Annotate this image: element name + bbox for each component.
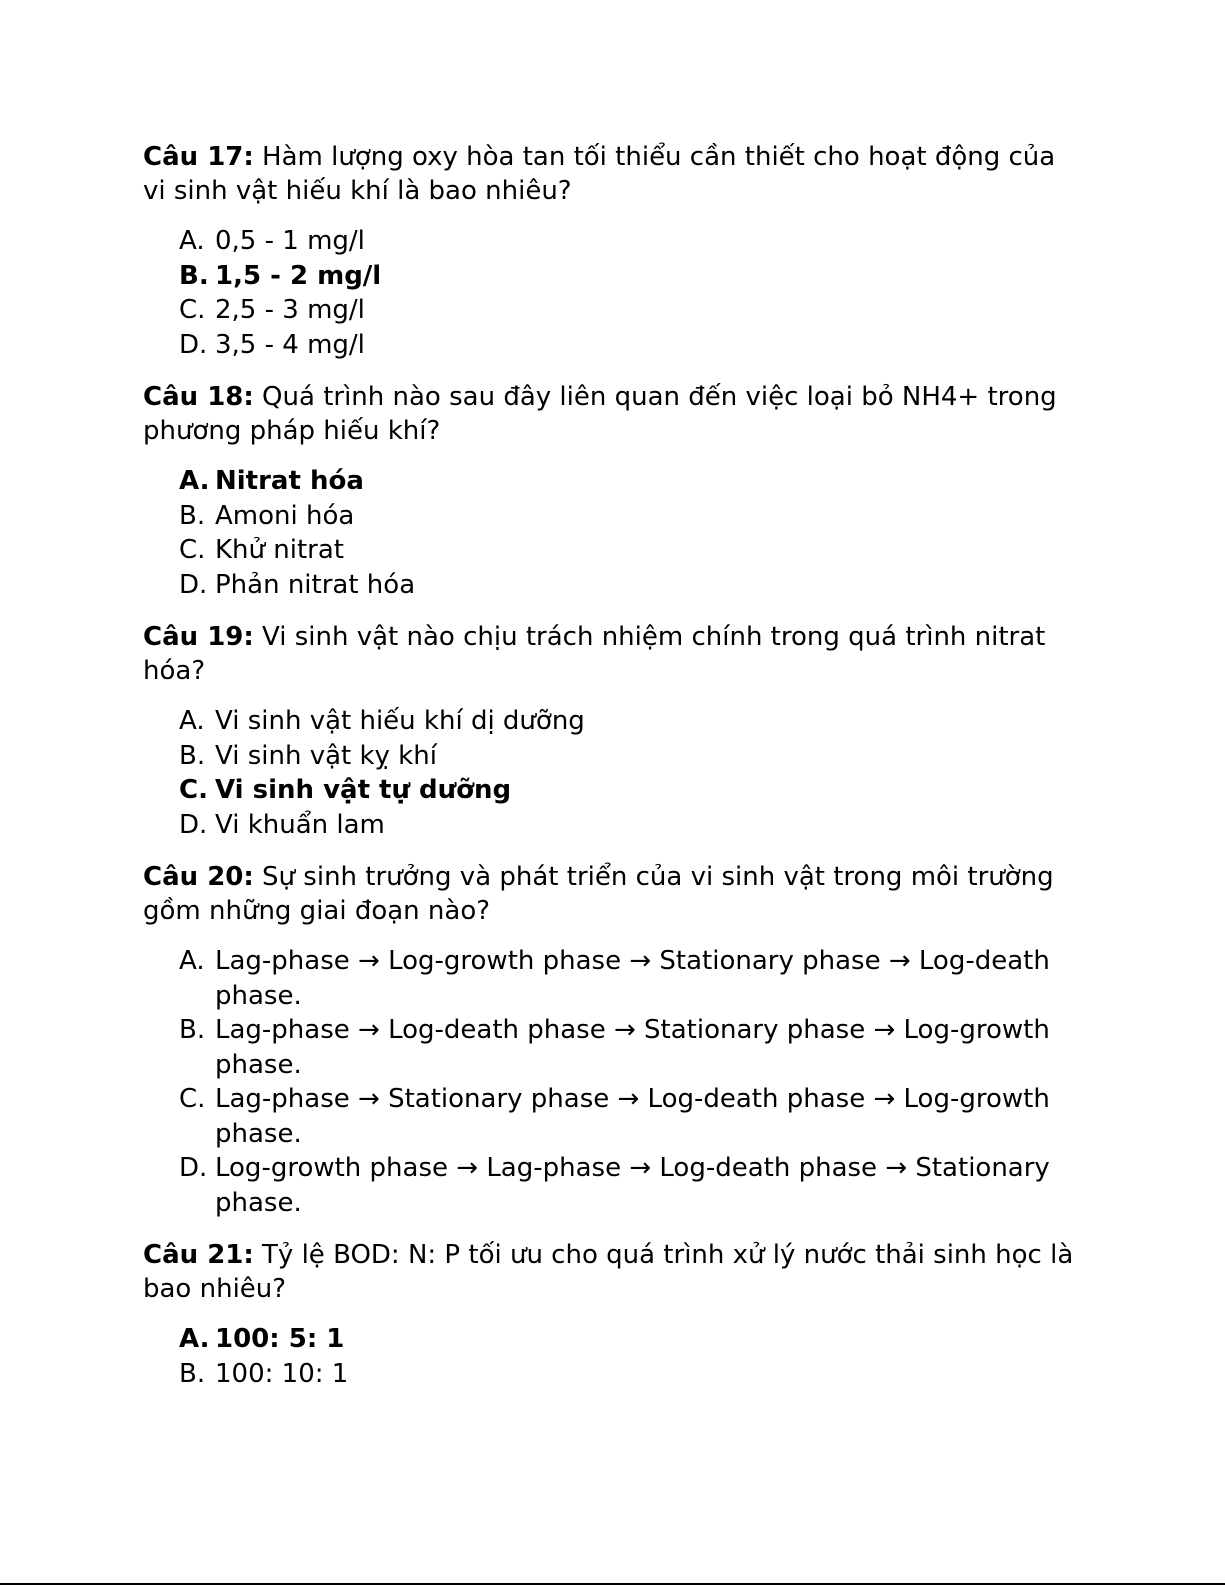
question-text bbox=[143, 620, 1083, 688]
option-text: 3,5 - 4 mg/l bbox=[215, 329, 365, 360]
answer-option-a-correct bbox=[179, 1322, 1083, 1357]
question-text bbox=[143, 380, 1083, 448]
option-letter: A. bbox=[179, 466, 210, 496]
option-text: Nitrat hóa bbox=[215, 466, 364, 496]
option-letter: A. bbox=[179, 946, 205, 976]
option-letter: A. bbox=[179, 226, 205, 256]
option-text: Lag-phase → Log-growth phase → Stationary phase → Log-death phase. bbox=[215, 946, 1050, 1011]
option-text: Khử nitrat bbox=[215, 535, 344, 565]
answer-option-d bbox=[179, 808, 1083, 843]
answer-option-b-correct bbox=[179, 259, 1083, 294]
answer-options bbox=[143, 704, 1083, 842]
answer-option-d bbox=[179, 568, 1083, 603]
answer-option-c bbox=[179, 533, 1083, 568]
option-letter: B. bbox=[179, 1358, 206, 1389]
option-text: 0,5 - 1 mg/l bbox=[215, 226, 365, 256]
option-text: Vi khuẩn lam bbox=[215, 809, 385, 840]
option-letter: D. bbox=[179, 1153, 208, 1183]
answer-option-d bbox=[179, 1151, 1083, 1220]
option-letter: A. bbox=[179, 1324, 210, 1354]
question-number: Câu 18: bbox=[143, 382, 254, 412]
question-number: Câu 21: bbox=[143, 1240, 254, 1270]
question-20 bbox=[143, 860, 1083, 1220]
option-text: 100: 5: 1 bbox=[215, 1324, 345, 1354]
question-body: Vi sinh vật nào chịu trách nhiệm chính trong quá trình nitrat hóa? bbox=[143, 622, 1046, 686]
question-body: Sự sinh trưởng và phát triển của vi sinh vật trong môi trường gồm những giai đoạn nào? bbox=[143, 862, 1054, 926]
question-21 bbox=[143, 1238, 1083, 1391]
question-17 bbox=[143, 140, 1083, 362]
answer-option-c-correct bbox=[179, 773, 1083, 808]
option-text: Phản nitrat hóa bbox=[215, 569, 416, 600]
option-letter: D. bbox=[179, 569, 208, 600]
option-letter: B. bbox=[179, 1015, 206, 1045]
question-body: Quá trình nào sau đây liên quan đến việc loại bỏ NH4+ trong phương pháp hiếu khí? bbox=[143, 382, 1057, 446]
option-text: Vi sinh vật tự dưỡng bbox=[215, 775, 512, 805]
option-letter: B. bbox=[179, 500, 206, 531]
option-text: Log-growth phase → Lag-phase → Log-death phase → Stationary phase. bbox=[215, 1153, 1050, 1218]
option-text: Vi sinh vật hiếu khí dị dưỡng bbox=[215, 706, 585, 736]
option-letter: C. bbox=[179, 1084, 206, 1114]
answer-option-a bbox=[179, 224, 1083, 259]
question-list bbox=[143, 140, 1083, 1409]
option-text: 100: 10: 1 bbox=[215, 1358, 349, 1389]
answer-option-a bbox=[179, 704, 1083, 739]
answer-option-b bbox=[179, 499, 1083, 534]
question-19 bbox=[143, 620, 1083, 842]
question-number: Câu 20: bbox=[143, 862, 254, 892]
question-body: Tỷ lệ BOD: N: P tối ưu cho quá trình xử lý nước thải sinh học là bao nhiêu? bbox=[143, 1240, 1074, 1304]
answer-option-c bbox=[179, 1082, 1083, 1151]
answer-option-c bbox=[179, 293, 1083, 328]
option-text: Lag-phase → Log-death phase → Stationary phase → Log-growth phase. bbox=[215, 1015, 1050, 1080]
option-letter: D. bbox=[179, 329, 208, 360]
option-letter: C. bbox=[179, 535, 206, 565]
answer-options bbox=[143, 224, 1083, 362]
answer-option-d bbox=[179, 328, 1083, 363]
question-text bbox=[143, 1238, 1083, 1306]
question-text bbox=[143, 860, 1083, 928]
option-letter: D. bbox=[179, 809, 208, 840]
answer-option-b bbox=[179, 1357, 1083, 1392]
question-18 bbox=[143, 380, 1083, 602]
option-text: Vi sinh vật kỵ khí bbox=[215, 740, 437, 771]
answer-option-a bbox=[179, 944, 1083, 1013]
question-body: Hàm lượng oxy hòa tan tối thiểu cần thiết cho hoạt động của vi sinh vật hiếu khí là bao nhiêu? bbox=[143, 142, 1056, 206]
option-text: Amoni hóa bbox=[215, 500, 355, 531]
option-letter: C. bbox=[179, 295, 206, 325]
option-text: 2,5 - 3 mg/l bbox=[215, 295, 365, 325]
option-letter: C. bbox=[179, 775, 208, 805]
answer-option-a-correct bbox=[179, 464, 1083, 499]
question-number: Câu 17: bbox=[143, 142, 254, 172]
question-number: Câu 19: bbox=[143, 622, 254, 652]
option-letter: A. bbox=[179, 706, 205, 736]
option-letter: B. bbox=[179, 740, 206, 771]
answer-options bbox=[143, 464, 1083, 602]
option-letter: B. bbox=[179, 260, 209, 291]
answer-options bbox=[143, 1322, 1083, 1391]
question-text bbox=[143, 140, 1083, 208]
answer-option-b bbox=[179, 1013, 1083, 1082]
answer-option-b bbox=[179, 739, 1083, 774]
option-text: 1,5 - 2 mg/l bbox=[215, 260, 382, 291]
answer-options bbox=[143, 944, 1083, 1220]
option-text: Lag-phase → Stationary phase → Log-death phase → Log-growth phase. bbox=[215, 1084, 1050, 1149]
